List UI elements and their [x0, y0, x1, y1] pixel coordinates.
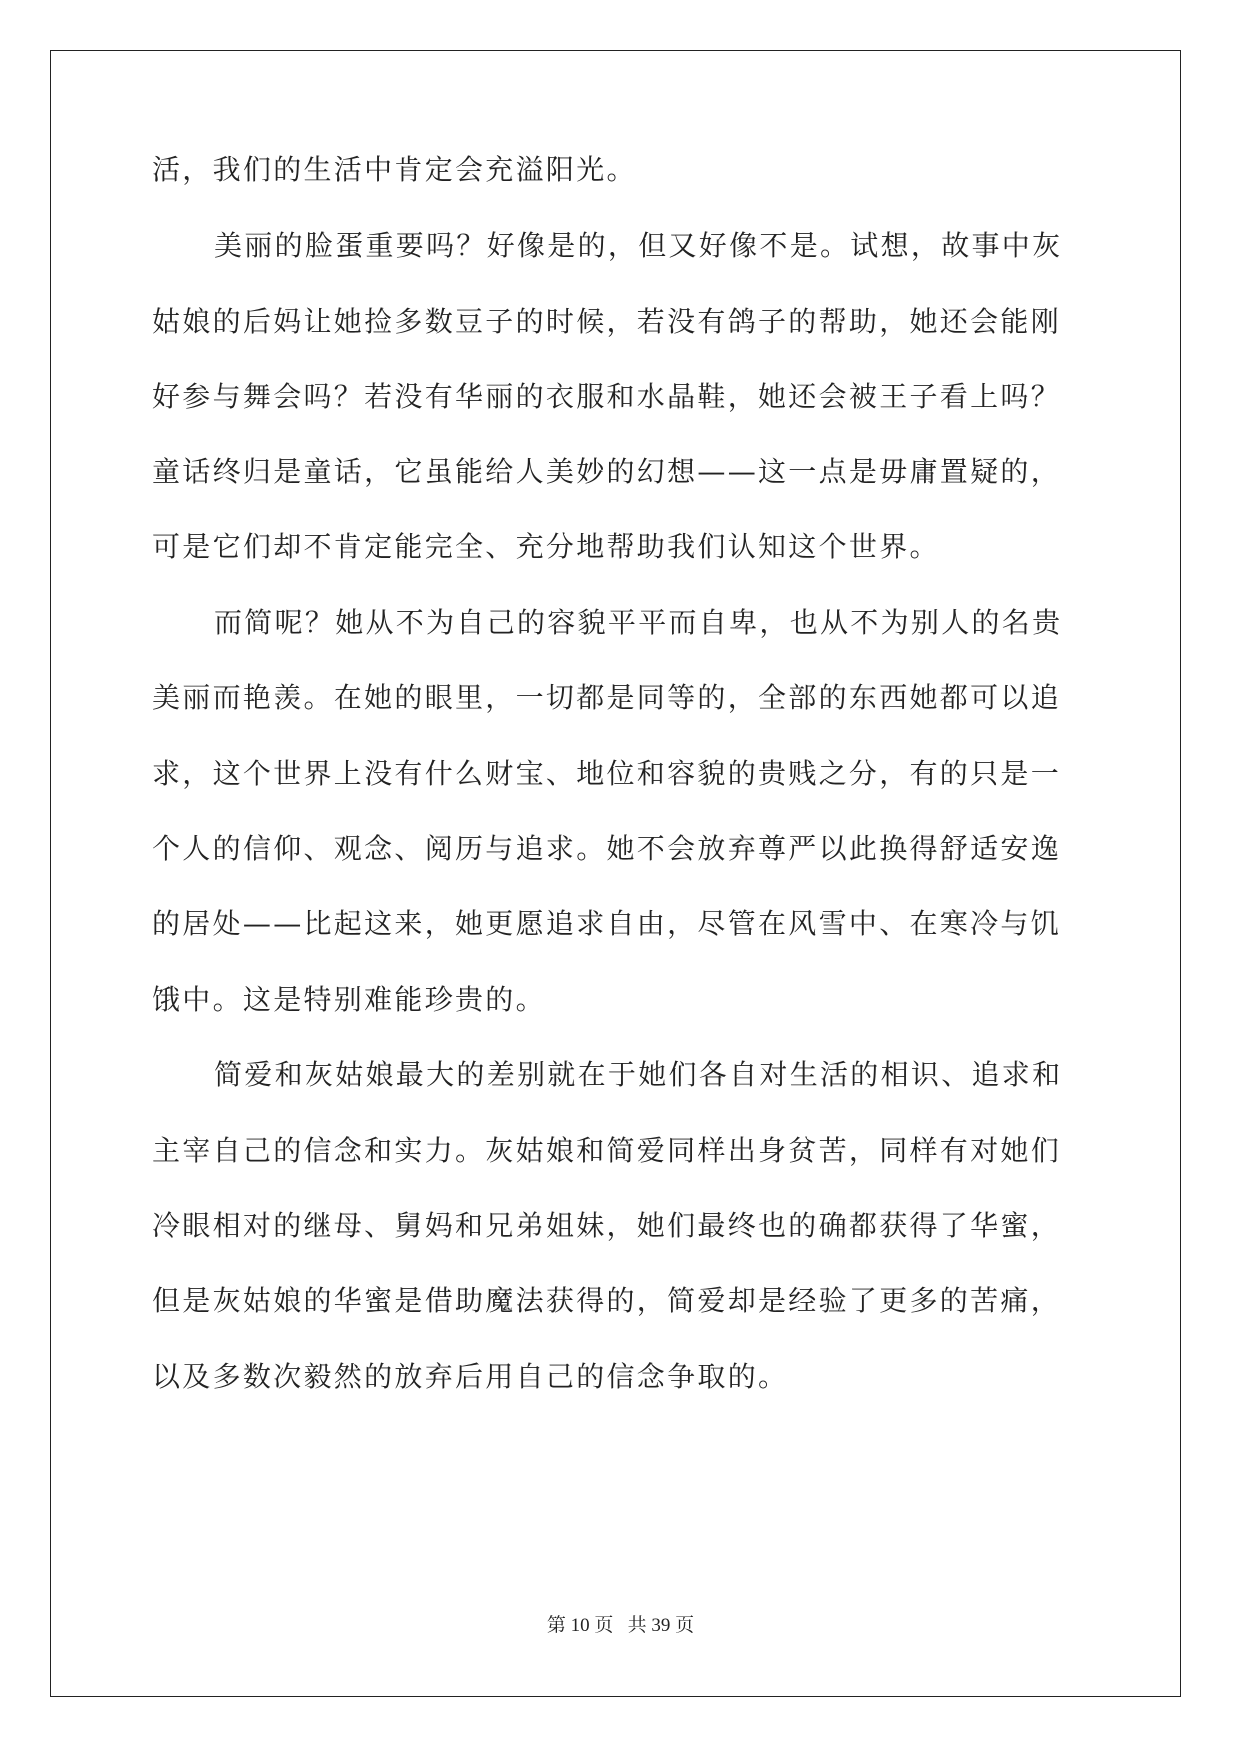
text-line: 但是灰姑娘的华蜜是借助魔法获得的，简爱却是经验了更多的苦痛， [152, 1284, 1062, 1317]
text-line: 美丽而艳羡。在她的眼里，一切都是同等的，全部的东西她都可以追 [152, 681, 1062, 714]
text-line: 美丽的脸蛋重要吗？好像是的，但又好像不是。试想，故事中灰 [214, 229, 1063, 262]
page-number: 第 10 页 [546, 1615, 614, 1636]
text-line: 冷眼相对的继母、舅妈和兄弟姐妹，她们最终也的确都获得了华蜜， [152, 1209, 1062, 1242]
text-line: 而简呢？她从不为自己的容貌平平而自卑，也从不为别人的名贵 [214, 606, 1063, 639]
text-line: 求，这个世界上没有什么财宝、地位和容貌的贵贱之分，有的只是一 [152, 757, 1062, 790]
text-line: 好参与舞会吗？若没有华丽的衣服和水晶鞋，她还会被王子看上吗？ [152, 380, 1062, 413]
text-line: 饿中。这是特别难能珍贵的。 [152, 983, 546, 1016]
text-line: 的居处——比起这来，她更愿追求自由，尽管在风雪中、在寒冷与饥 [152, 907, 1062, 940]
text-line: 简爱和灰姑娘最大的差别就在于她们各自对生活的相识、追求和 [214, 1058, 1063, 1091]
text-line: 主宰自己的信念和实力。灰姑娘和简爱同样出身贫苦，同样有对她们 [152, 1134, 1062, 1167]
page-total: 共 39 页 [627, 1615, 695, 1636]
page-border [50, 50, 1181, 1697]
text-line: 姑娘的后妈让她捡多数豆子的时候，若没有鸽子的帮助，她还会能刚 [152, 305, 1062, 338]
text-line: 活，我们的生活中肯定会充溢阳光。 [152, 153, 637, 186]
text-line: 童话终归是童话，它虽能给人美妙的幻想——这一点是毋庸置疑的， [152, 455, 1062, 488]
text-line: 以及多数次毅然的放弃后用自己的信念争取的。 [152, 1360, 789, 1393]
text-line: 个人的信仰、观念、阅历与追求。她不会放弃尊严以此换得舒适安逸 [152, 832, 1062, 865]
text-line: 可是它们却不肯定能完全、充分地帮助我们认知这个世界。 [152, 530, 940, 563]
page-footer [0, 1610, 1241, 1637]
